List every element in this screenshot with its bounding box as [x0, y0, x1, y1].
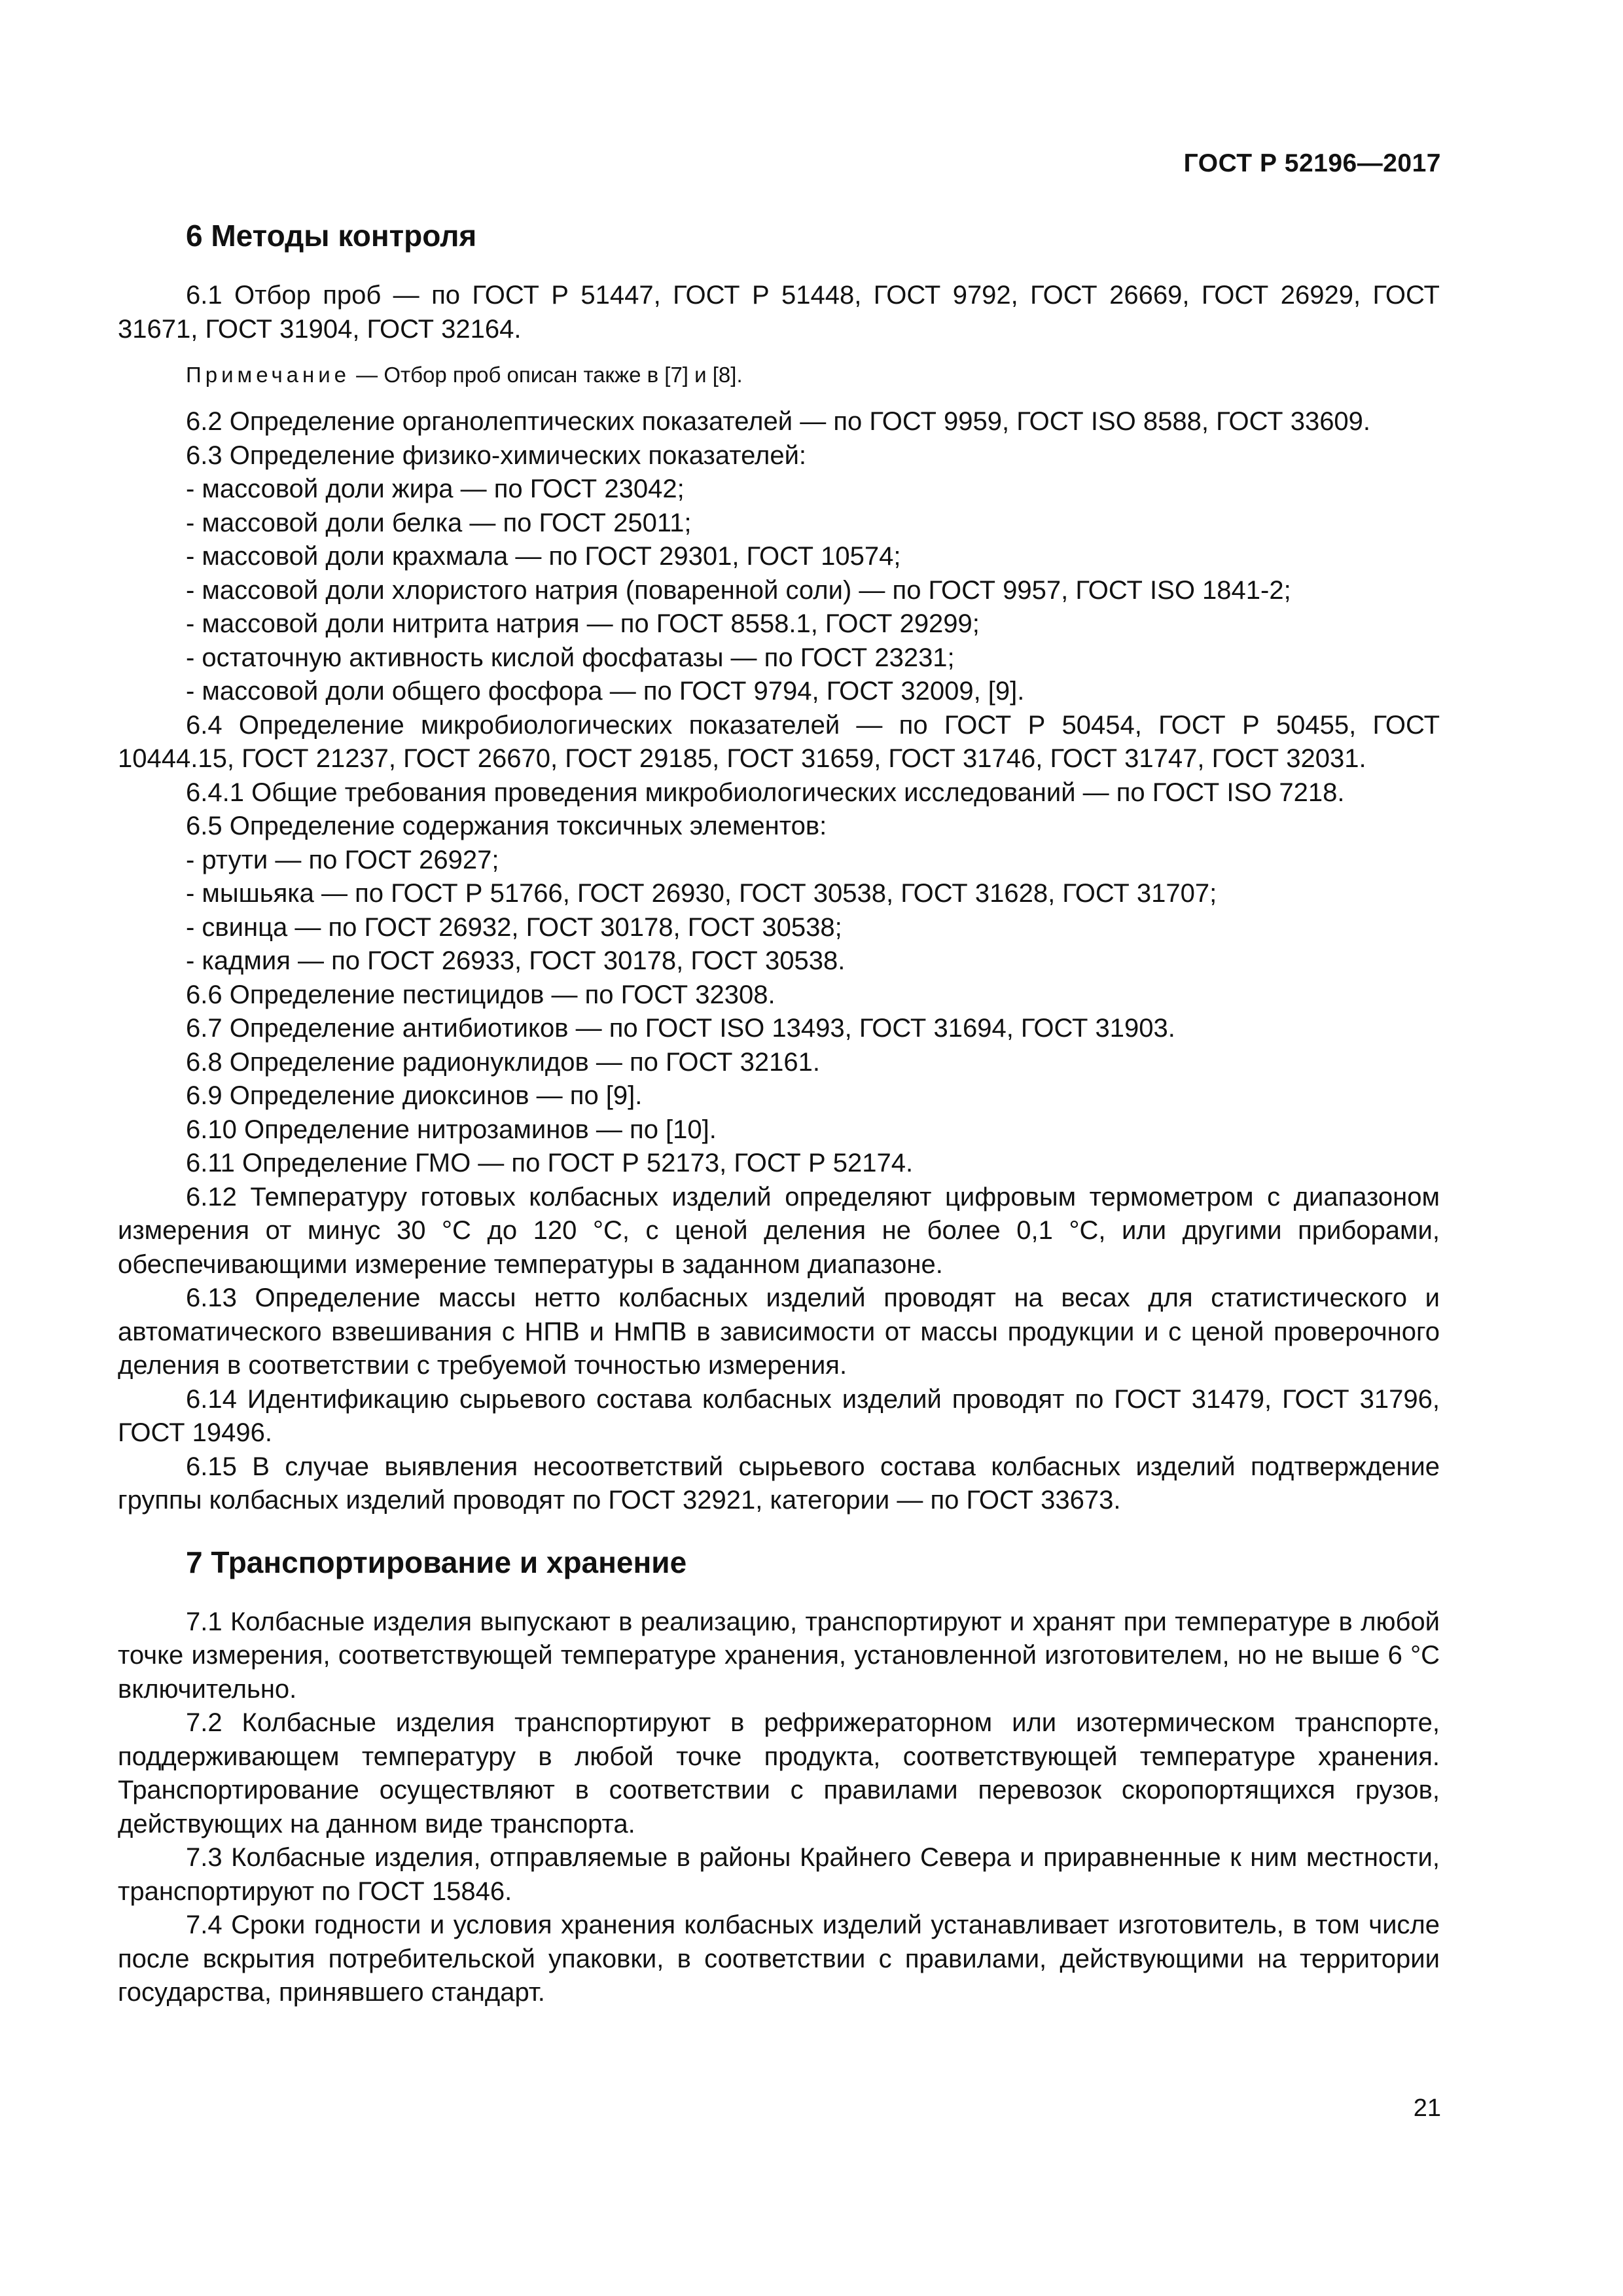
paragraph-6-10: 6.10 Определение нитрозаминов — по [10].	[186, 1115, 717, 1144]
document-code-header: ГОСТ Р 52196—2017	[1183, 149, 1441, 177]
paragraph-6-11: 6.11 Определение ГМО — по ГОСТ Р 52173, ГОСТ Р 52174.	[186, 1149, 914, 1177]
paragraph-6-2: 6.2 Определение органолептических показателей — по ГОСТ 9959, ГОСТ ISO 8588, ГОСТ 33609.	[186, 407, 1371, 436]
page-number: 21	[1413, 2094, 1441, 2122]
paragraph-7-1: 7.1 Колбасные изделия выпускают в реализацию, транспортируют и хранят при температуре в любой точке измерения, соответствующей температуре хранения, установленной изготовителем, но не выше 6 °С включительно.	[118, 1607, 1440, 1704]
list-item: - кадмия — по ГОСТ 26933, ГОСТ 30178, ГОСТ 30538.	[186, 946, 846, 975]
paragraph-6-8: 6.8 Определение радионуклидов — по ГОСТ 32161.	[186, 1047, 820, 1077]
list-item: - массовой доли жира — по ГОСТ 23042;	[186, 475, 685, 503]
paragraph-6-6: 6.6 Определение пестицидов — по ГОСТ 32308.	[186, 980, 776, 1009]
paragraph-6-1: 6.1 Отбор проб — по ГОСТ Р 51447, ГОСТ Р 51448, ГОСТ 9792, ГОСТ 26669, ГОСТ 26929, ГОСТ 31671, ГОСТ 31904, ГОСТ 32164.	[118, 281, 1440, 344]
list-item: - массовой доли крахмала — по ГОСТ 29301, ГОСТ 10574;	[186, 542, 901, 571]
paragraph-7-3: 7.3 Колбасные изделия, отправляемые в районы Крайнего Севера и приравненные к ним местности, транспортируют по ГОСТ 15846.	[118, 1843, 1440, 1906]
note	[118, 361, 1440, 389]
paragraph-6-5: 6.5 Определение содержания токсичных элементов:	[186, 812, 827, 840]
note-label: Примечание	[186, 363, 351, 387]
list-item: - массовой доли нитрита натрия — по ГОСТ 8558.1, ГОСТ 29299;	[186, 609, 980, 638]
list-item: - массовой доли хлористого натрия (поваренной соли) — по ГОСТ 9957, ГОСТ ISO 1841-2;	[186, 575, 1291, 605]
list-item: - мышьяка — по ГОСТ Р 51766, ГОСТ 26930, ГОСТ 30538, ГОСТ 31628, ГОСТ 31707;	[186, 879, 1217, 908]
paragraph-6-9: 6.9 Определение диоксинов — по [9].	[186, 1081, 643, 1110]
list-item: - массовой доли общего фосфора — по ГОСТ 9794, ГОСТ 32009, [9].	[186, 677, 1025, 706]
paragraph-6-3: 6.3 Определение физико-химических показателей:	[186, 440, 807, 470]
paragraph-6-12: 6.12 Температуру готовых колбасных изделий определяют цифровым термометром с диапазоном измерения от минус 30 °С до 120 °С, с ценой деления не более 0,1 °С, или другими приборами, обеспечивающими измерение температуры в заданном диапазоне.	[118, 1182, 1440, 1279]
list-item: - свинца — по ГОСТ 26932, ГОСТ 30178, ГОСТ 30538;	[186, 912, 842, 942]
document-body	[118, 216, 1440, 2010]
paragraph-6-4: 6.4 Определение микробиологических показателей — по ГОСТ Р 50454, ГОСТ Р 50455, ГОСТ 10444.15, ГОСТ 21237, ГОСТ 26670, ГОСТ 29185, ГОСТ 31659, ГОСТ 31746, ГОСТ 31747, ГОСТ 32031.	[118, 710, 1440, 773]
note-text: — Отбор проб описан также в [7] и [8].	[350, 363, 743, 387]
paragraph-6-7: 6.7 Определение антибиотиков — по ГОСТ ISO 13493, ГОСТ 31694, ГОСТ 31903.	[186, 1014, 1175, 1043]
list-item: - остаточную активность кислой фосфатазы — по ГОСТ 23231;	[186, 643, 955, 672]
paragraph-6-13: 6.13 Определение массы нетто колбасных изделий проводят на весах для статистического и автоматического взвешивания с НПВ и НмПВ в зависимости от массы продукции и с ценой проверочного деления в соответствии с требуемой точностью измерения.	[118, 1283, 1440, 1380]
paragraph-6-15: 6.15 В случае выявления несоответствий сырьевого состава колбасных изделий подтверждение группы колбасных изделий проводят по ГОСТ 32921, категории — по ГОСТ 33673.	[118, 1452, 1440, 1515]
paragraph-7-2: 7.2 Колбасные изделия транспортируют в рефрижераторном или изотермическом транспорте, поддерживающем температуру в любой точке продукта, соответствующей температуре хранения. Транспортирование осуществляют в соответствии с правилами перевозок скоропортящихся грузов, действующих на данном виде транспорта.	[118, 1708, 1440, 1839]
list-item: - массовой доли белка — по ГОСТ 25011;	[186, 508, 692, 537]
list-item: - ртути — по ГОСТ 26927;	[186, 845, 499, 874]
paragraph-7-4: 7.4 Сроки годности и условия хранения колбасных изделий устанавливает изготовитель, в том числе после вскрытия потребительской упаковки, в соответствии с правилами, действующими на территории государства, принявшего стандарт.	[118, 1910, 1440, 2007]
paragraph-6-14: 6.14 Идентификацию сырьевого состава колбасных изделий проводят по ГОСТ 31479, ГОСТ 31796, ГОСТ 19496.	[118, 1384, 1440, 1447]
section-6-title: 6 Методы контроля	[186, 219, 477, 253]
paragraph-6-4-1: 6.4.1 Общие требования проведения микробиологических исследований — по ГОСТ ISO 7218.	[186, 778, 1345, 807]
section-7-title: 7 Транспортирование и хранение	[186, 1545, 687, 1579]
